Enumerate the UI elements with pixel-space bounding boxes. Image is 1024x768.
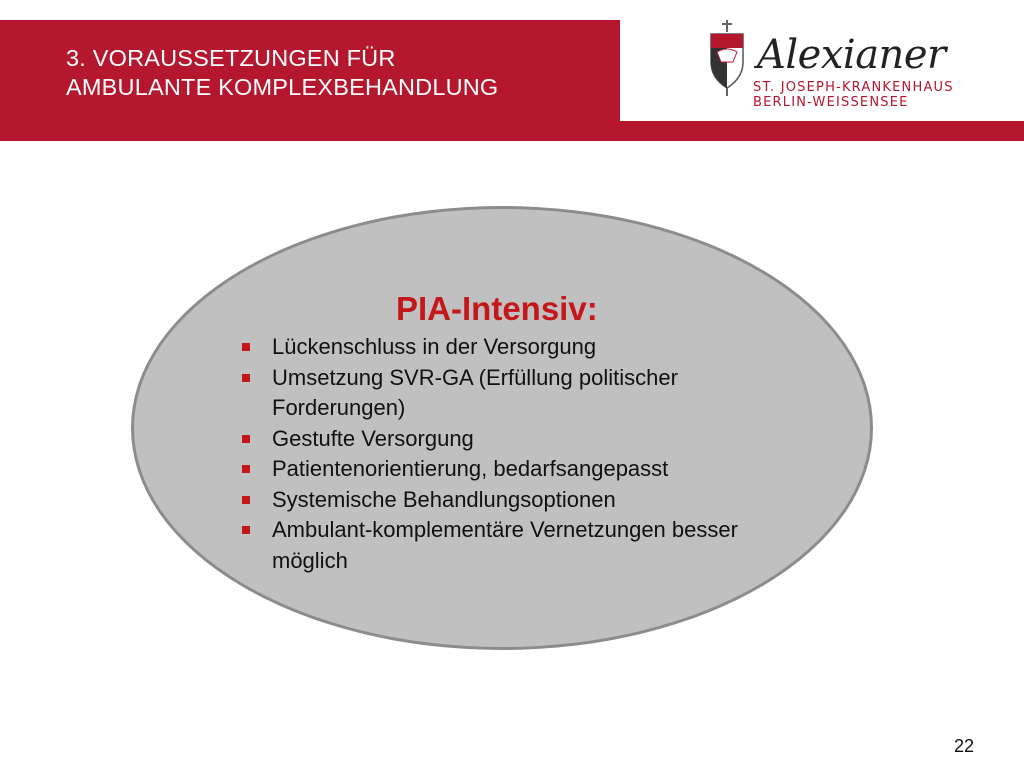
header-accent-bar <box>620 121 1024 141</box>
list-item <box>242 332 762 363</box>
crest-icon <box>703 18 751 98</box>
list-item <box>242 424 762 455</box>
logo-hospital-name: ST. JOSEPH-KRANKENHAUS <box>753 80 954 95</box>
list-item-text: Lückenschluss in der Versorgung <box>272 334 597 359</box>
list-item-text: Systemische Behandlungsoptionen <box>272 486 616 512</box>
square-bullet-icon <box>242 374 250 382</box>
content-title: PIA-Intensiv: <box>396 290 598 327</box>
slide-title <box>66 44 606 102</box>
list-item-text: Umsetzung SVR-GA (Erfüllung politischer Forderungen) <box>272 364 678 420</box>
list-item <box>242 485 762 516</box>
square-bullet-icon <box>242 496 250 504</box>
list-item <box>242 515 762 576</box>
logo-location: BERLIN-WEISSENSEE <box>753 95 909 110</box>
logo-wordmark: Alexianer <box>757 32 946 78</box>
list-item <box>242 454 762 485</box>
list-item-text: Gestufte Versorgung <box>272 425 474 451</box>
list-item-text: Patientenorientierung, bedarfsangepasst <box>272 456 669 481</box>
square-bullet-icon <box>242 435 250 443</box>
list-item-text: Ambulant-komplementäre Vernetzungen besser möglich <box>272 517 738 573</box>
alexianer-logo <box>703 18 963 113</box>
list-item <box>242 363 762 424</box>
slide-title-line-2: AMBULANTE KOMPLEXBEHANDLUNG <box>66 74 499 100</box>
square-bullet-icon <box>242 465 250 473</box>
square-bullet-icon <box>242 526 250 534</box>
page-number: 22 <box>954 736 975 756</box>
square-bullet-icon <box>242 343 250 351</box>
bullet-list <box>242 332 762 576</box>
slide-title-line-1: 3. VORAUSSETZUNGEN FÜR <box>66 45 396 71</box>
